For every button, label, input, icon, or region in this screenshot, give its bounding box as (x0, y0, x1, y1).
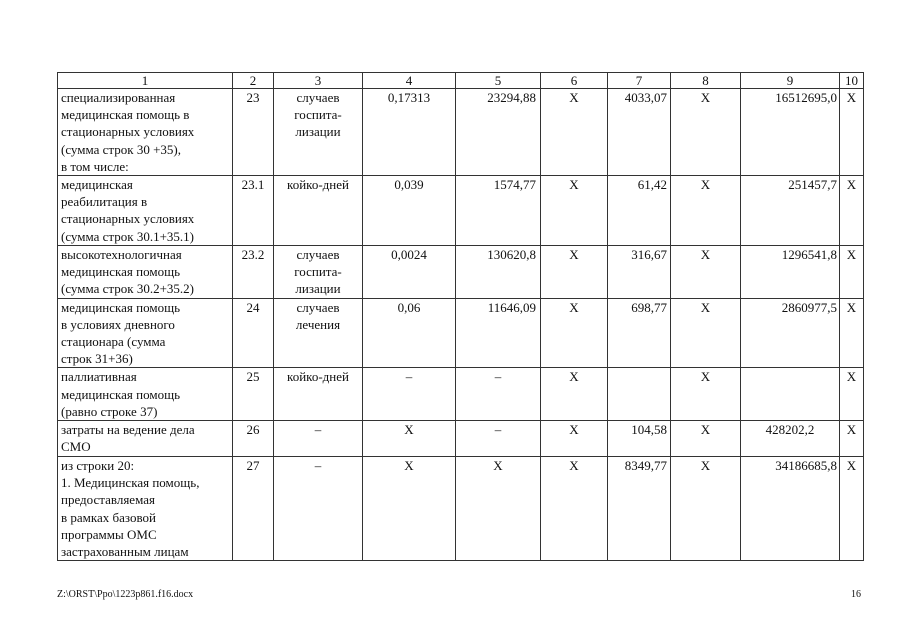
table-cell: Х (671, 421, 741, 457)
row-number: 24 (233, 298, 274, 368)
table-cell: Х (363, 421, 456, 457)
table-cell: 34186685,8 (741, 457, 840, 561)
row-label: из строки 20: 1. Медицинская помощь, предоставляемая в рамках базовой программы ОМС застрахованным лицам (58, 457, 233, 561)
column-header: 1 (58, 73, 233, 89)
table-header-row (58, 73, 864, 89)
row-number: 23 (233, 89, 274, 176)
table-cell: Х (456, 457, 541, 561)
table-cell: 11646,09 (456, 298, 541, 368)
column-header: 4 (363, 73, 456, 89)
column-header: 7 (608, 73, 671, 89)
table-cell: – (456, 368, 541, 421)
table-cell: 23294,88 (456, 89, 541, 176)
table-cell: Х (840, 246, 864, 299)
unit-cell: случаев госпита- лизации (274, 89, 363, 176)
row-label: паллиативная медицинская помощь (равно строке 37) (58, 368, 233, 421)
table-row (58, 89, 864, 176)
table-cell: – (456, 421, 541, 457)
table-cell: 0,0024 (363, 246, 456, 299)
table-row (58, 246, 864, 299)
table-cell: Х (671, 176, 741, 246)
table-cell: 4033,07 (608, 89, 671, 176)
row-label: высокотехнологичная медицинская помощь (сумма строк 30.2+35.2) (58, 246, 233, 299)
table-cell: Х (840, 457, 864, 561)
row-label: медицинская реабилитация в стационарных условиях (сумма строк 30.1+35.1) (58, 176, 233, 246)
table-cell: Х (541, 457, 608, 561)
table-cell: 104,58 (608, 421, 671, 457)
table-cell: Х (671, 89, 741, 176)
table-cell: Х (541, 176, 608, 246)
data-table (57, 72, 864, 561)
row-number: 23.1 (233, 176, 274, 246)
footer-file-path: Z:\ORST\Ppo\1223p861.f16.docx (57, 589, 194, 600)
table-cell (741, 368, 840, 421)
table-cell (608, 368, 671, 421)
row-label: медицинская помощь в условиях дневного стационара (сумма строк 31+36) (58, 298, 233, 368)
table-cell: Х (671, 368, 741, 421)
table-cell: 428202,2 (741, 421, 840, 457)
unit-cell: случаев лечения (274, 298, 363, 368)
table-cell: 1574,77 (456, 176, 541, 246)
unit-cell: койко-дней (274, 368, 363, 421)
table-cell: Х (840, 176, 864, 246)
table-cell: 0,06 (363, 298, 456, 368)
table-cell: Х (541, 246, 608, 299)
table-cell: 316,67 (608, 246, 671, 299)
column-header: 9 (741, 73, 840, 89)
column-header: 6 (541, 73, 608, 89)
table-cell: Х (840, 89, 864, 176)
table-row (58, 176, 864, 246)
page-number: 16 (851, 589, 861, 600)
table-cell: 1296541,8 (741, 246, 840, 299)
table-cell: Х (541, 421, 608, 457)
table-cell: 16512695,0 (741, 89, 840, 176)
table-cell: Х (840, 368, 864, 421)
row-label: затраты на ведение дела СМО (58, 421, 233, 457)
table-cell: Х (541, 368, 608, 421)
table-cell: Х (541, 298, 608, 368)
row-number: 27 (233, 457, 274, 561)
column-header: 10 (840, 73, 864, 89)
table-cell: 2860977,5 (741, 298, 840, 368)
table-cell: 251457,7 (741, 176, 840, 246)
table-cell: – (363, 368, 456, 421)
column-header: 5 (456, 73, 541, 89)
table-cell: 130620,8 (456, 246, 541, 299)
row-label: специализированная медицинская помощь в стационарных условиях (сумма строк 30 +35), в том числе: (58, 89, 233, 176)
row-number: 25 (233, 368, 274, 421)
table-cell: 8349,77 (608, 457, 671, 561)
table-cell: 61,42 (608, 176, 671, 246)
column-header: 8 (671, 73, 741, 89)
column-header: 2 (233, 73, 274, 89)
table-row (58, 457, 864, 561)
table-cell: Х (671, 246, 741, 299)
table-cell: Х (541, 89, 608, 176)
unit-cell: случаев госпита- лизации (274, 246, 363, 299)
table-row (58, 298, 864, 368)
table-row (58, 368, 864, 421)
table-cell: Х (840, 298, 864, 368)
row-number: 23.2 (233, 246, 274, 299)
table-cell: Х (840, 421, 864, 457)
table-cell: Х (363, 457, 456, 561)
unit-cell: – (274, 421, 363, 457)
table-row (58, 421, 864, 457)
column-header: 3 (274, 73, 363, 89)
table-cell: 0,039 (363, 176, 456, 246)
table-cell: 698,77 (608, 298, 671, 368)
unit-cell: койко-дней (274, 176, 363, 246)
table-cell: Х (671, 457, 741, 561)
table-cell: Х (671, 298, 741, 368)
unit-cell: – (274, 457, 363, 561)
table-cell: 0,17313 (363, 89, 456, 176)
row-number: 26 (233, 421, 274, 457)
